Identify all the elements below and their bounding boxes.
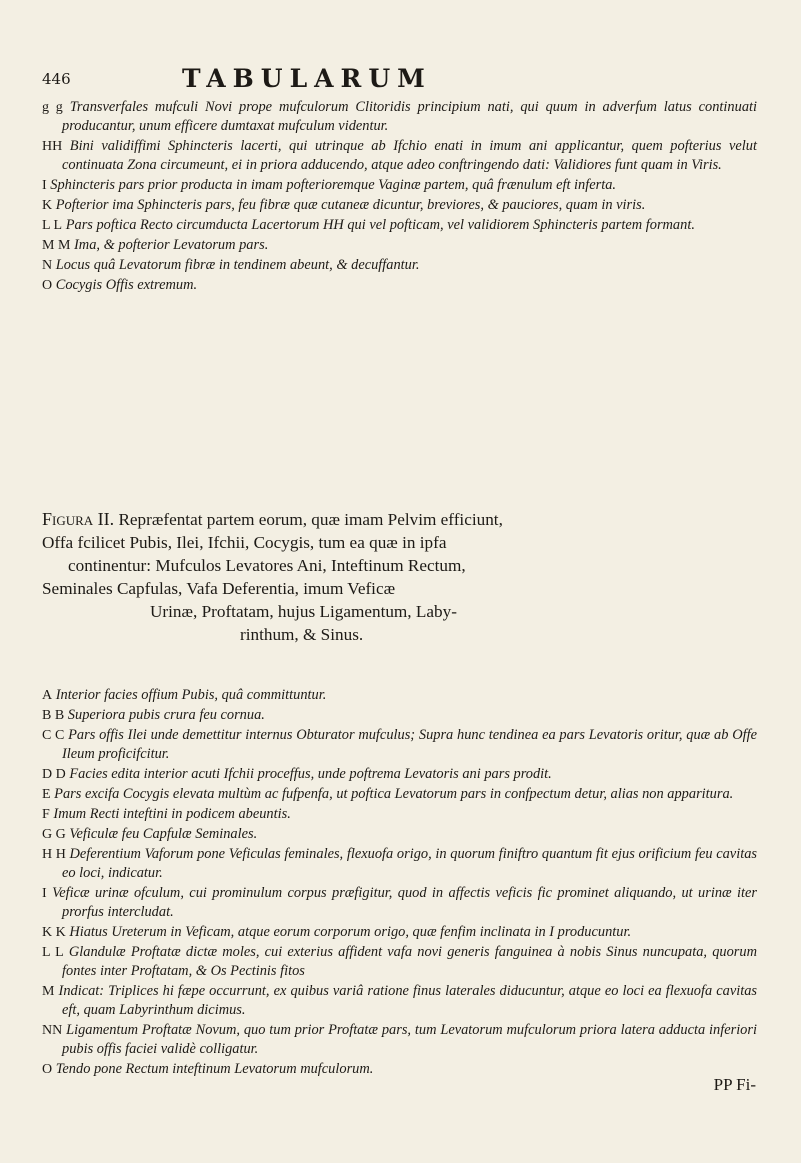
- legend-label: K K: [42, 925, 66, 940]
- legend-entry: [42, 726, 757, 764]
- legend-entry: [42, 98, 757, 136]
- legend-section-1: [42, 98, 757, 296]
- catchword: PP Fi-: [713, 1075, 756, 1094]
- page-number: 446: [42, 70, 71, 88]
- legend-text: Facies edita interior acuti Ifchii proceffus, unde poftrema Levatoris ani pars prodit.: [69, 766, 552, 782]
- figure-line-6: rinthum, & Sinus.: [240, 625, 364, 644]
- legend-entry: [42, 1021, 757, 1059]
- legend-text: Deferentium Vaforum pone Veficulas feminales, flexuofa origo, in quorum finiftro quantum fit ejus orificium feu cavitas eo loci, indicatur.: [62, 846, 757, 881]
- figure-description: [42, 508, 757, 646]
- legend-label: HH: [42, 139, 63, 154]
- legend-text: Pars offis Ilei unde demettitur internus Obturator mufculus; Supra hunc tendinea ea pars Levatoris oritur, quæ ab Offe Ileum proficifcitur.: [62, 727, 757, 762]
- legend-entry: [42, 845, 757, 883]
- legend-entry: [42, 276, 757, 295]
- legend-label: G G: [42, 827, 66, 842]
- legend-entry: [42, 805, 757, 824]
- legend-entry: [42, 236, 757, 255]
- legend-label: g g: [42, 100, 63, 115]
- legend-text: Interior facies offium Pubis, quâ committuntur.: [55, 687, 327, 703]
- figure-line-3: continentur: Mufculos Levatores Ani, Inteftinum Rectum,: [68, 556, 466, 575]
- legend-text: Locus quâ Levatorum fibræ in tendinem abeunt, & decuffantur.: [55, 257, 420, 273]
- legend-text: Sphincteris pars prior producta in imam pofterioremque Vaginæ partem, quâ frænulum eft inferta.: [50, 177, 617, 193]
- legend-text: Cocygis Offis extremum.: [55, 277, 198, 293]
- figure-line-1: Repræfentat partem eorum, quæ imam Pelvim efficiunt,: [118, 510, 503, 529]
- legend-entry: [42, 884, 757, 922]
- legend-entry: [42, 137, 757, 175]
- legend-label: I: [42, 886, 47, 901]
- legend-label: B B: [42, 708, 65, 723]
- legend-text: Veficæ urinæ ofculum, cui prominulum corpus præfigitur, quod in affectis veficis fic prominet aliquando, ut urinæ iter prorfus intercludat.: [52, 885, 757, 920]
- figure-line-2: Offa fcilicet Pubis, Ilei, Ifchii, Cocygis, tum ea quæ in ipfa: [42, 533, 447, 552]
- legend-text: Pofterior ima Sphincteris pars, feu fibræ quæ cutaneæ dicuntur, breviores, & pauciores, quam in viris.: [55, 197, 646, 213]
- legend-entry: [42, 256, 757, 275]
- legend-entry: [42, 923, 757, 942]
- figure-label: Figura II.: [42, 509, 115, 529]
- legend-entry: [42, 825, 757, 844]
- legend-entry: [42, 686, 757, 705]
- legend-label: K: [42, 198, 53, 213]
- legend-text: Veficulæ feu Capfulæ Seminales.: [69, 826, 258, 842]
- legend-label: E: [42, 787, 51, 802]
- legend-text: Pars poftica Recto circumducta Lacertorum HH qui vel pofticam, vel validiorem Sphincteris partem formant.: [65, 217, 695, 233]
- legend-entry: [42, 706, 757, 725]
- legend-text: Tendo pone Rectum inteftinum Levatorum mufculorum.: [55, 1061, 374, 1077]
- legend-label: L L: [42, 945, 64, 960]
- legend-label: O: [42, 278, 53, 293]
- figure-line-5: Urinæ, Proftatam, hujus Ligamentum, Laby-: [150, 602, 457, 621]
- legend-entry: [42, 785, 757, 804]
- legend-label: D D: [42, 767, 66, 782]
- legend-entry: [42, 196, 757, 215]
- legend-entry: [42, 216, 757, 235]
- legend-text: Bini validiffimi Sphincteris lacerti, qui utrinque ab Ifchio enati in imum ani applicantur, quem pofterius velut continuata Zona circumeunt, ei in priora adducendo, atque adeo conftringendo dati: Validiores funt quam in Viris.: [62, 138, 757, 173]
- legend-entry: [42, 1060, 757, 1079]
- legend-text: Ligamentum Proftatæ Novum, quo tum prior Proftatæ pars, tum Levatorum mufculorum priora latera adducta inferiori pubis offis faciei validè colligatur.: [62, 1022, 757, 1057]
- legend-text: Ima, & pofterior Levatorum pars.: [74, 237, 269, 253]
- legend-text: Hiatus Ureterum in Veficam, atque eorum corporum origo, quæ fenfim inclinata in I producuntur.: [69, 924, 632, 940]
- legend-label: A: [42, 688, 53, 703]
- legend-label: H H: [42, 847, 66, 862]
- legend-label: O: [42, 1062, 53, 1077]
- legend-label: M: [42, 984, 55, 999]
- figure-line-4: Seminales Capfulas, Vafa Deferentia, imum Veficæ: [42, 579, 396, 598]
- legend-label: N: [42, 258, 53, 273]
- legend-entry: [42, 765, 757, 784]
- running-title: TABULARUM: [182, 64, 432, 93]
- legend-text: Superiora pubis crura feu cornua.: [67, 707, 265, 723]
- legend-text: Indicat: Triplices hi fæpe occurrunt, ex quibus variâ ratione finus laterales diducuntur, atque eo loci ea flexuofa cavitas eft, quam Labyrinthum dicimus.: [58, 983, 758, 1018]
- legend-label: L L: [42, 218, 63, 233]
- legend-text: Imum Recti inteftini in podicem abeuntis.: [53, 806, 291, 822]
- legend-entry: [42, 982, 757, 1020]
- legend-entry: [42, 943, 757, 981]
- legend-label: F: [42, 807, 50, 822]
- legend-label: I: [42, 178, 47, 193]
- legend-label: M M: [42, 238, 71, 253]
- legend-section-2: [42, 686, 757, 1080]
- legend-text: Pars excifa Cocygis elevata multùm ac fufpenfa, ut poftica Levatorum pars in confpectum detur, alias non apparitura.: [54, 786, 734, 802]
- legend-text: Glandulæ Proftatæ dictæ moles, cui exterius affident vafa novi generis fanguinea à nobis Sinus nuncupata, quorum fontes inter Proftatam, & Os Pectinis fitos: [62, 944, 757, 979]
- legend-text: Transverfales mufculi Novi prope mufculorum Clitoridis principium nati, qui quum in adverfum latus continuati producantur, unum efficere dumtaxat mufculum videntur.: [62, 99, 758, 134]
- legend-label: C C: [42, 728, 65, 743]
- legend-entry: [42, 176, 757, 195]
- page-header: [42, 64, 742, 94]
- legend-label: NN: [42, 1023, 63, 1038]
